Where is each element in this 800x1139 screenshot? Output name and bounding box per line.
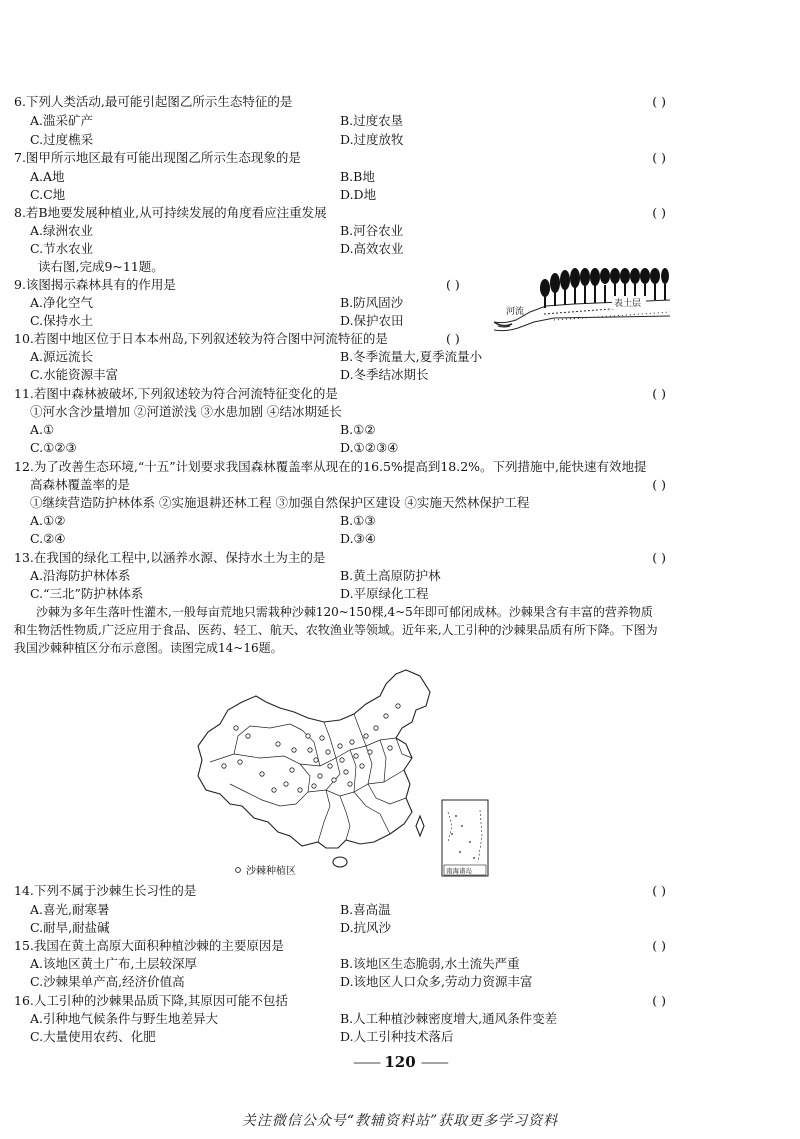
q11-stem: 11.若图中森林被破坏,下列叙述较为符合河流特征变化的是 xyxy=(14,386,338,401)
q11-option-c: C.①②③ xyxy=(30,440,77,455)
page-number-dash-right: —— xyxy=(420,1053,447,1071)
q11-option-d: D.①②③④ xyxy=(340,440,399,455)
page-number xyxy=(0,1054,800,1070)
china-sea-buckthorn-map xyxy=(190,666,500,880)
hainan-island xyxy=(333,857,347,867)
q16-option-a: A.引种地气候条件与野生地差异大 xyxy=(30,1011,219,1026)
planting-area-markers xyxy=(222,704,400,792)
q10-stem: 10.若图中地区位于日本本州岛,下列叙述较为符合图中河流特征的是 xyxy=(14,331,388,346)
q6-option-c: C.过度樵采 xyxy=(30,132,94,147)
q12-option-c: C.②④ xyxy=(30,531,66,546)
q13-option-b: B.黄土高原防护林 xyxy=(340,568,441,583)
q11-option-a: A.① xyxy=(30,422,55,437)
forest-river-figure xyxy=(494,268,670,340)
q7-stem: 7.图甲所示地区最有可能出现图乙所示生态现象的是 xyxy=(14,150,301,165)
page-number-dash-left: —— xyxy=(353,1053,380,1071)
q8-option-c: C.节水农业 xyxy=(30,241,94,256)
q7-option-a: A.A地 xyxy=(30,169,65,184)
q12-option-d: D.③④ xyxy=(340,531,376,546)
q11-statements: ①河水含沙量增加 ②河道淤浅 ③水患加剧 ④结冰期延长 xyxy=(30,404,342,419)
sea-buckthorn-passage: 沙棘为多年生落叶性灌木,一般每亩荒地只需栽种沙棘120~150棵,4~5年即可郁闭成林。沙棘果含有丰富的营养物质和生物活性物质,广泛应用于食品、医药、轻工、航天、农牧渔业等领域。近年来,人工引种的沙棘果品质有所下降。下图为我国沙棘种植区分布示意图。读图完成14~16题。 xyxy=(14,605,658,655)
legend-label: 沙棘种植区 xyxy=(246,866,296,877)
q14-option-a: A.喜光,耐寒暑 xyxy=(30,902,110,917)
q14-answer-paren[interactable]: ( ) xyxy=(652,883,666,898)
q11-answer-paren[interactable]: ( ) xyxy=(652,386,666,401)
q6-option-b: B.过度农垦 xyxy=(340,113,404,128)
q15-answer-paren[interactable]: ( ) xyxy=(652,938,666,953)
q9-answer-paren[interactable]: ( ) xyxy=(446,277,460,292)
q14-option-c: C.耐旱,耐盐碱 xyxy=(30,920,110,935)
forest-trees xyxy=(540,268,669,308)
inset-label: 南海诸岛 xyxy=(446,867,472,875)
q7-option-b: B.B地 xyxy=(340,169,375,184)
q15-option-a: A.该地区黄土广布,土层较深厚 xyxy=(30,956,197,971)
q16-stem: 16.人工引种的沙棘果品质下降,其原因可能不包括 xyxy=(14,993,288,1008)
q9-option-b: B.防风固沙 xyxy=(340,295,404,310)
q9-option-d: D.保护农田 xyxy=(340,313,404,328)
q11-option-b: B.①② xyxy=(340,422,376,437)
q12-stem: 12.为了改善生态环境,“十五”计划要求我国森林覆盖率从现在的16.5%提高到18.2%。下列措施中,能快速有效地提 xyxy=(14,459,647,474)
soil-layer-label: 表土层 xyxy=(614,299,642,309)
q13-option-a: A.沿海防护林体系 xyxy=(30,568,131,583)
q15-option-d: D.该地区人口众多,劳动力资源丰富 xyxy=(340,974,533,989)
taiwan-island xyxy=(416,816,424,836)
q15-option-b: B.该地区生态脆弱,水土流失严重 xyxy=(340,956,520,971)
q8-option-d: D.高效农业 xyxy=(340,241,404,256)
q12-answer-paren[interactable]: ( ) xyxy=(652,477,666,492)
q13-option-d: D.平原绿化工程 xyxy=(340,586,429,601)
q14-stem: 14.下列不属于沙棘生长习性的是 xyxy=(14,883,197,898)
q8-answer-paren[interactable]: ( ) xyxy=(652,205,666,220)
q12-stem-continued: 高森林覆盖率的是 xyxy=(30,477,131,492)
q14-option-b: B.喜高温 xyxy=(340,902,391,917)
footer-note: 关注微信公众号“教辅资料站”获取更多学习资料 xyxy=(241,1113,559,1129)
q10-answer-paren[interactable]: ( ) xyxy=(446,331,460,346)
q16-option-c: C.大量使用农药、化肥 xyxy=(30,1029,156,1044)
q8-option-b: B.河谷农业 xyxy=(340,223,404,238)
q10-option-c: C.水能资源丰富 xyxy=(30,367,119,382)
page-number-value: 120 xyxy=(384,1053,416,1071)
q15-stem: 15.我国在黄土高原大面积种植沙棘的主要原因是 xyxy=(14,938,284,953)
q10-option-b: B.冬季流量大,夏季流量小 xyxy=(340,349,483,364)
q13-answer-paren[interactable]: ( ) xyxy=(652,550,666,565)
q9-stem: 9.该图揭示森林具有的作用是 xyxy=(14,277,176,292)
q16-option-d: D.人工引种技术落后 xyxy=(340,1029,454,1044)
q12-statements: ①继续营造防护林体系 ②实施退耕还林工程 ③加强自然保护区建设 ④实施天然林保护工程 xyxy=(30,495,530,510)
q14-option-d: D.抗风沙 xyxy=(340,920,392,935)
q15-option-c: C.沙棘果单产高,经济价值高 xyxy=(30,974,185,989)
q12-option-a: A.①② xyxy=(30,513,66,528)
q7-answer-paren[interactable]: ( ) xyxy=(652,150,666,165)
q6-option-d: D.过度放牧 xyxy=(340,132,404,147)
q12-option-b: B.①③ xyxy=(340,513,376,528)
q6-option-a: A.滥采矿产 xyxy=(30,113,94,128)
q8-stem: 8.若B地要发展种植业,从可持续发展的角度看应注重发展 xyxy=(14,205,327,220)
q16-option-b: B.人工种植沙棘密度增大,通风条件变差 xyxy=(340,1011,558,1026)
q10-option-a: A.源远流长 xyxy=(30,349,94,364)
river-label: 河流 xyxy=(506,307,525,317)
q13-stem: 13.在我国的绿化工程中,以涵养水源、保持水土为主的是 xyxy=(14,550,326,565)
q8-option-a: A.绿洲农业 xyxy=(30,223,94,238)
q6-answer-paren[interactable]: ( ) xyxy=(652,94,666,109)
q7-option-c: C.C地 xyxy=(30,187,66,202)
q7-option-d: D.D地 xyxy=(340,187,377,202)
q9-option-a: A.净化空气 xyxy=(30,295,94,310)
q6-stem: 6.下列人类活动,最可能引起图乙所示生态特征的是 xyxy=(14,94,293,109)
q16-answer-paren[interactable]: ( ) xyxy=(652,993,666,1008)
q9-option-c: C.保持水土 xyxy=(30,313,94,328)
q13-option-c: C.“三北”防护林体系 xyxy=(30,586,144,601)
read-prompt-9-11: 读右图,完成9~11题。 xyxy=(38,259,164,274)
south-china-sea-inset xyxy=(442,800,488,876)
legend-marker xyxy=(236,868,241,873)
q10-option-d: D.冬季结冰期长 xyxy=(340,367,429,382)
